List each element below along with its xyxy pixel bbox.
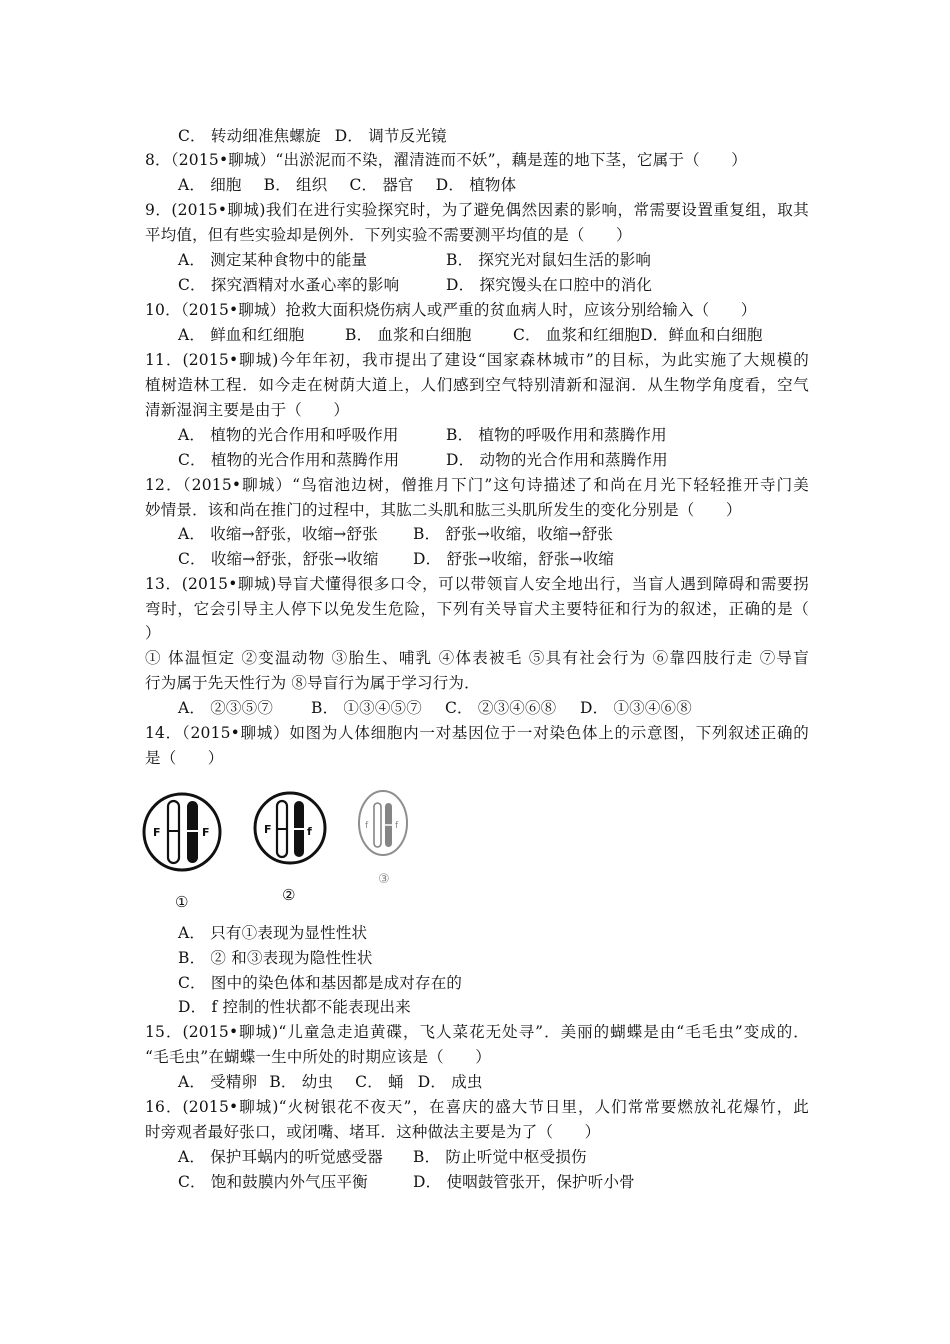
gene-label-left: f (365, 821, 369, 831)
q16-options-row2 (178, 1170, 635, 1194)
cell-label: ③ (378, 872, 390, 887)
q16-option-c: C． 饱和鼓膜内外气压平衡 (178, 1173, 368, 1191)
q12-options-row1 (178, 522, 613, 546)
cell-1 (144, 794, 220, 910)
q13-stem-line1: 13．(2015•聊城)导盲犬懂得很多口令，可以带领盲人安全地出行，当盲人遇到障碍和需要拐 (145, 575, 809, 593)
q12-stem-line1: 12．（2015•聊城）“鸟宿池边树，僧推月下门”这句诗描述了和尚在月光下轻轻推开寺门美 (145, 476, 809, 494)
q16-option-d: D． 使咽鼓管张开，保护听小骨 (413, 1173, 635, 1191)
q11-stem-line1: 11．(2015•聊城)今年年初，我市提出了建设“国家森林城市”的目标，为此实施了大规模的 (145, 351, 809, 369)
q11-stem-line3: 清新湿润主要是由于（ ） (145, 401, 350, 419)
q15-option-b: B． 幼虫 (269, 1073, 334, 1091)
q8-option-a: A． 细胞 (178, 176, 242, 194)
q15-options-row (178, 1070, 483, 1094)
q15-option-a: A． 受精卵 (178, 1073, 258, 1091)
q8-options-row (178, 173, 516, 197)
q8-stem: 8．（2015•聊城）“出淤泥而不染，濯清涟而不妖”，藕是莲的地下茎，它属于（ ） (145, 151, 747, 169)
q14-option-d: D． f 控制的性状都不能表现出来 (178, 998, 411, 1016)
cell-3 (359, 791, 407, 887)
q9-stem-line1: 9．(2015•聊城)我们在进行实验探究时，为了避免偶然因素的影响，常需要设置重复组，取其 (145, 201, 809, 219)
q10-option-c: C． 血浆和红细胞 (513, 326, 641, 344)
q12-options-row2 (178, 547, 614, 571)
q11-option-b: B． 植物的呼吸作用和蒸腾作用 (446, 426, 667, 444)
q7-option-d: D． 调节反光镜 (334, 127, 447, 145)
q14-option-c: C． 图中的染色体和基因都是成对存在的 (178, 974, 463, 992)
q13-items-line2: 行为属于先天性行为 ⑧导盲行为属于学习行为． (145, 674, 480, 692)
q11-options-row1 (178, 423, 667, 447)
q16-option-a: A． 保护耳蜗内的听觉感受器 (178, 1148, 383, 1166)
q12-option-a: A． 收缩→舒张，收缩→舒张 (178, 525, 378, 543)
gene-label-left: F (264, 823, 272, 836)
q12-option-b: B． 舒张→收缩，收缩→舒张 (413, 525, 614, 543)
q9-option-c: C． 探究酒精对水蚤心率的影响 (178, 276, 400, 294)
cell-label: ① (175, 893, 189, 910)
q15-option-d: D． 成虫 (417, 1073, 483, 1091)
q13-stem-line2: 弯时，它会引导主人停下以免发生危险，下列有关导盲犬主要特征和行为的叙述，正确的是（ (145, 600, 809, 618)
q13-options-row (178, 696, 692, 720)
q11-option-a: A． 植物的光合作用和呼吸作用 (178, 426, 399, 444)
q15-stem-line2: “毛毛虫”在蝴蝶一生中所处的时期应该是（ ） (145, 1048, 491, 1066)
q10-stem: 10．（2015•聊城）抢救大面积烧伤病人或严重的贫血病人时，应该分别给输入（ ） (145, 301, 757, 319)
q16-stem-line1: 16．(2015•聊城)“火树银花不夜天”，在喜庆的盛大节日里，人们常常要燃放礼花爆竹，此 (145, 1098, 809, 1116)
q9-options-row1 (178, 248, 651, 272)
q8-option-b: B． 组织 (263, 176, 328, 194)
q10-option-b: B． 血浆和白细胞 (345, 326, 472, 344)
q16-options-row1 (178, 1145, 587, 1169)
q16-stem-line2: 时旁观者最好张口，或闭嘴、堵耳．这种做法主要是为了（ ） (145, 1123, 601, 1141)
q13-items-line1: ① 体温恒定 ②变温动物 ③胎生、哺乳 ④体表被毛 ⑤具有社会行为 ⑥靠四肢行走 ⑦导盲 (145, 649, 809, 667)
gene-label-left: F (153, 826, 161, 839)
q9-option-d: D． 探究馒头在口腔中的消化 (446, 276, 653, 294)
q13-option-c: C． ②③④⑥⑧ (445, 699, 557, 717)
cell-label: ② (282, 886, 296, 904)
q9-option-a: A． 测定某种食物中的能量 (178, 251, 368, 269)
q7-options-row (178, 124, 447, 148)
q12-option-c: C． 收缩→舒张，舒张→收缩 (178, 550, 379, 568)
q9-options-row2 (178, 273, 652, 297)
q13-option-a: A． ②③⑤⑦ (178, 699, 274, 717)
q9-option-b: B． 探究光对鼠妇生活的影响 (446, 251, 652, 269)
q12-option-d: D． 舒张→收缩，舒张→收缩 (413, 550, 615, 568)
q15-stem-line1: 15．(2015•聊城)“儿童急走追黄碟，飞人菜花无处寻”．美丽的蝴蝶是由“毛毛虫”变成的． (145, 1023, 809, 1041)
q9-stem-line2: 平均值，但有些实验却是例外．下列实验不需要测平均值的是（ ） (145, 226, 632, 244)
q14-stem-line1: 14．（2015•聊城）如图为人体细胞内一对基因位于一对染色体上的示意图，下列叙述正确的 (145, 724, 809, 742)
q13-stem-line3: ） (145, 624, 161, 642)
q14-option-b: B． ② 和③表现为隐性性状 (178, 949, 373, 967)
q12-stem-line2: 妙情景．该和尚在推门的过程中，其肱二头肌和肱三头肌所发生的变化分别是（ ） (145, 501, 742, 519)
gene-label-right: f (307, 825, 312, 838)
cell-2 (255, 793, 325, 904)
q11-option-d: D． 动物的光合作用和蒸腾作用 (446, 451, 668, 469)
chromosome-hollow (374, 803, 381, 847)
gene-label-right: F (202, 826, 210, 839)
q14-stem-line2: 是（ ） (145, 749, 224, 767)
q8-option-d: D． 植物体 (435, 176, 517, 194)
q8-option-c: C． 器官 (349, 176, 414, 194)
q14-option-a: A． 只有①表现为显性性状 (178, 924, 368, 942)
q10-options-row (178, 323, 763, 347)
q10-option-d: D．鲜血和白细胞 (640, 326, 763, 344)
chromosome-figure (140, 785, 410, 910)
q13-option-b: B． ①③④⑤⑦ (311, 699, 422, 717)
q16-option-b: B． 防止听觉中枢受损伤 (413, 1148, 587, 1166)
q13-option-d: D． ①③④⑥⑧ (580, 699, 692, 717)
q10-option-a: A． 鲜血和红细胞 (178, 326, 305, 344)
q7-option-c: C． 转动细准焦螺旋 (178, 127, 321, 145)
gene-label-right: f (395, 821, 399, 831)
q11-stem-line2: 植树造林工程．如今走在树荫大道上，人们感到空气特别清新和湿润．从生物学角度看，空气 (145, 376, 809, 394)
q11-option-c: C． 植物的光合作用和蒸腾作用 (178, 451, 400, 469)
q15-option-c: C． 蛹 (355, 1073, 404, 1091)
q11-options-row2 (178, 448, 668, 472)
